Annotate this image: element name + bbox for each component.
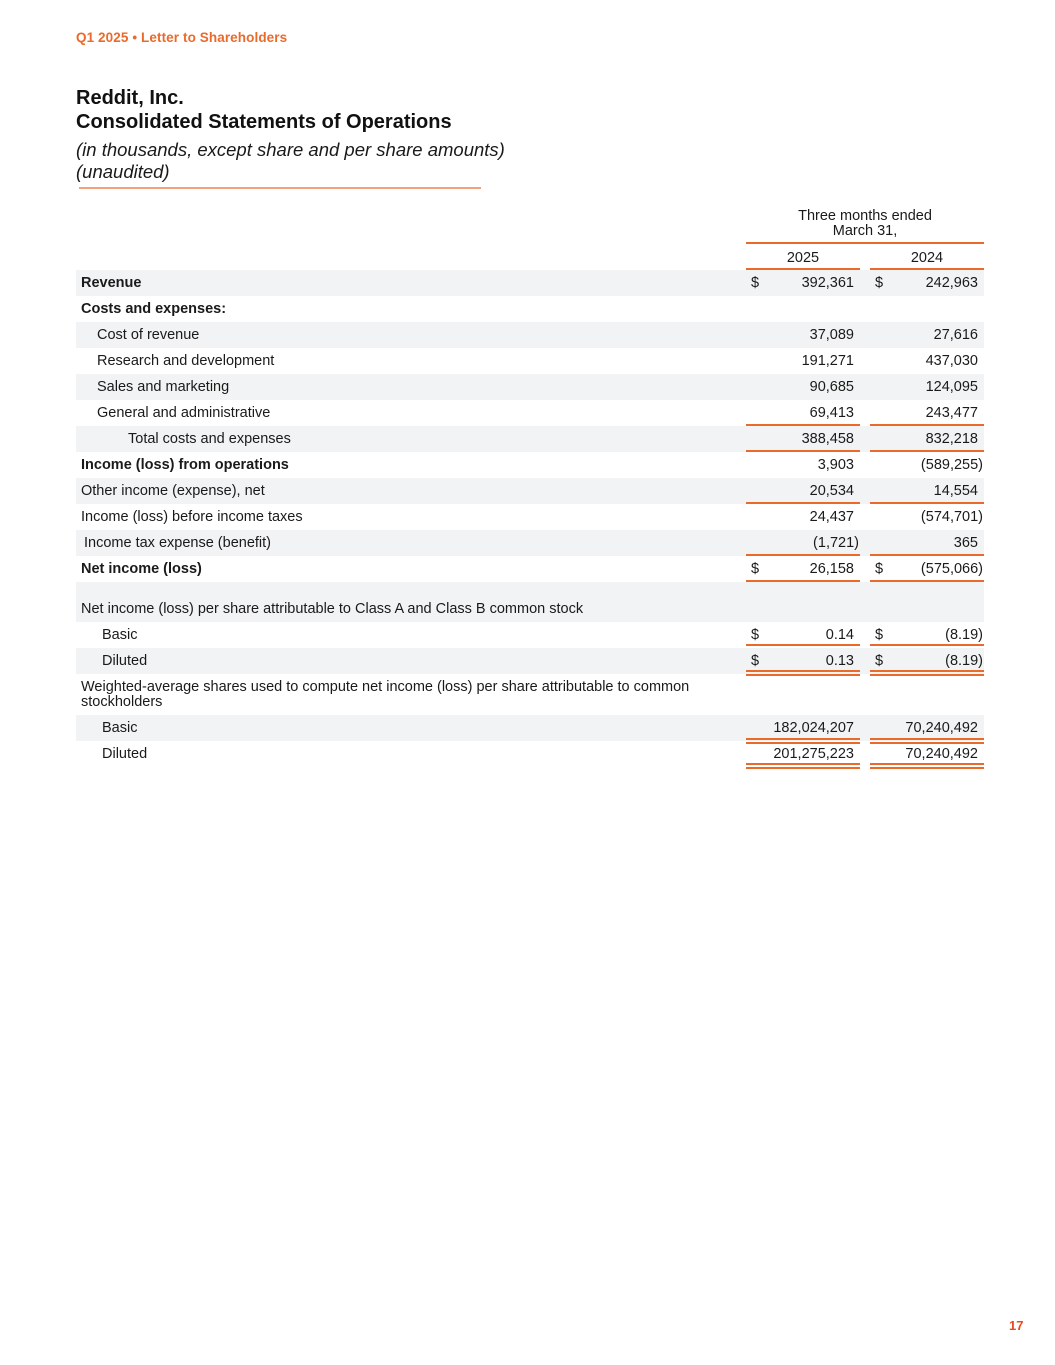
value-2025: 388,458 xyxy=(801,431,854,447)
value-2025: 191,271 xyxy=(801,353,854,369)
currency-symbol: $ xyxy=(751,653,760,669)
value-2024: 365 xyxy=(953,535,978,551)
row-label: Diluted xyxy=(102,746,148,762)
currency-symbol: $ xyxy=(751,275,760,291)
value-2024: (574,701) xyxy=(920,509,983,525)
statement-unaudited-note: (unaudited) xyxy=(76,161,170,182)
table-row-other-income xyxy=(76,478,984,504)
row-label: Income tax expense (benefit) xyxy=(84,535,271,551)
row-label: Net income (loss) xyxy=(81,561,202,577)
value-2024: 437,030 xyxy=(925,353,978,369)
row-label: Income (loss) before income taxes xyxy=(81,509,303,525)
table-row-cost-of-revenue xyxy=(76,322,984,348)
value-2024: 242,963 xyxy=(925,275,978,291)
row-label: Basic xyxy=(102,720,138,736)
row-label: Other income (expense), net xyxy=(81,483,265,499)
value-2025: 0.13 xyxy=(825,653,854,669)
row-label: Revenue xyxy=(81,275,142,291)
title-divider xyxy=(79,187,481,189)
value-2025: 3,903 xyxy=(817,457,854,473)
value-2024: 124,095 xyxy=(925,379,978,395)
value-2025: 90,685 xyxy=(809,379,854,395)
total-double-rule xyxy=(870,738,984,740)
row-label: Total costs and expenses xyxy=(128,431,291,447)
column-header-2024: 2024 xyxy=(910,250,944,266)
value-2024: (575,066) xyxy=(920,561,983,577)
total-double-rule xyxy=(746,644,860,646)
value-2025: 182,024,207 xyxy=(773,720,854,736)
value-2025: 20,534 xyxy=(809,483,854,499)
total-double-rule xyxy=(870,767,984,769)
value-2025: 69,413 xyxy=(809,405,854,421)
period-header-line1: Three months ended xyxy=(798,208,932,224)
currency-symbol: $ xyxy=(875,653,884,669)
table-row-sales-marketing xyxy=(76,374,984,400)
table-row-income-tax xyxy=(76,530,984,556)
table-row-eps-diluted xyxy=(76,648,984,674)
value-2025: 201,275,223 xyxy=(773,746,854,762)
page-number: 17 xyxy=(1009,1318,1024,1333)
currency-symbol: $ xyxy=(751,561,760,577)
value-2025: 0.14 xyxy=(825,627,854,643)
total-double-rule xyxy=(870,763,984,765)
document-header-tag: Q1 2025 • Letter to Shareholders xyxy=(76,30,288,45)
row-label: Basic xyxy=(102,627,138,643)
row-label: Cost of revenue xyxy=(97,327,200,343)
table-row-income-before-taxes xyxy=(76,504,984,530)
table-row-shares-basic xyxy=(76,715,984,741)
period-header-rule xyxy=(746,242,984,244)
column-header-2025: 2025 xyxy=(786,250,820,266)
value-2025: 37,089 xyxy=(809,327,854,343)
value-2025: (1,721) xyxy=(813,535,859,551)
period-header xyxy=(746,209,984,239)
value-2024: 70,240,492 xyxy=(905,720,978,736)
value-2024: 243,477 xyxy=(925,405,978,421)
total-double-rule xyxy=(746,738,860,740)
value-2024: 14,554 xyxy=(933,483,978,499)
total-double-rule xyxy=(746,767,860,769)
row-label: Costs and expenses: xyxy=(81,301,227,317)
value-2024: (8.19) xyxy=(945,653,983,669)
table-row-income-from-operations xyxy=(76,452,984,478)
row-label: Net income (loss) per share attributable to Class A and Class B common stock xyxy=(81,601,584,617)
table-row-revenue xyxy=(76,270,984,296)
row-label-line1: Weighted-average shares used to compute net income (loss) per share attributable to common xyxy=(81,679,690,695)
row-label-line2: stockholders xyxy=(81,694,163,710)
value-2024: 832,218 xyxy=(925,431,978,447)
table-row-eps-basic xyxy=(76,622,984,648)
statement-title: Consolidated Statements of Operations xyxy=(76,111,452,133)
value-2025: 24,437 xyxy=(809,509,854,525)
value-2025: 392,361 xyxy=(801,275,854,291)
row-label xyxy=(81,680,689,710)
company-name: Reddit, Inc. xyxy=(76,87,184,109)
table-row-total-costs xyxy=(76,426,984,452)
total-double-rule xyxy=(746,763,860,765)
row-label: General and administrative xyxy=(97,405,271,421)
currency-symbol: $ xyxy=(875,275,884,291)
row-label: Income (loss) from operations xyxy=(81,457,289,473)
table-row-per-share-header xyxy=(76,582,984,622)
table-row-weighted-shares-header xyxy=(76,676,984,714)
value-2024: 70,240,492 xyxy=(905,746,978,762)
currency-symbol: $ xyxy=(875,561,884,577)
table-row-shares-diluted xyxy=(76,741,984,767)
row-label: Diluted xyxy=(102,653,148,669)
statement-subtitle: (in thousands, except share and per share amounts) xyxy=(76,139,505,160)
value-2024: (8.19) xyxy=(945,627,983,643)
period-header-line2: March 31, xyxy=(832,223,898,239)
currency-symbol: $ xyxy=(875,627,884,643)
table-row-general-administrative xyxy=(76,400,984,426)
value-2025: 26,158 xyxy=(809,561,854,577)
total-double-rule xyxy=(746,670,860,672)
value-2024: (589,255) xyxy=(920,457,983,473)
table-row-net-income xyxy=(76,556,984,582)
value-2024: 27,616 xyxy=(933,327,978,343)
table-row-costs-header xyxy=(76,296,984,322)
total-double-rule xyxy=(870,644,984,646)
row-label: Sales and marketing xyxy=(97,379,230,395)
row-label: Research and development xyxy=(97,353,275,369)
currency-symbol: $ xyxy=(751,627,760,643)
table-row-research-development xyxy=(76,348,984,374)
total-double-rule xyxy=(870,670,984,672)
